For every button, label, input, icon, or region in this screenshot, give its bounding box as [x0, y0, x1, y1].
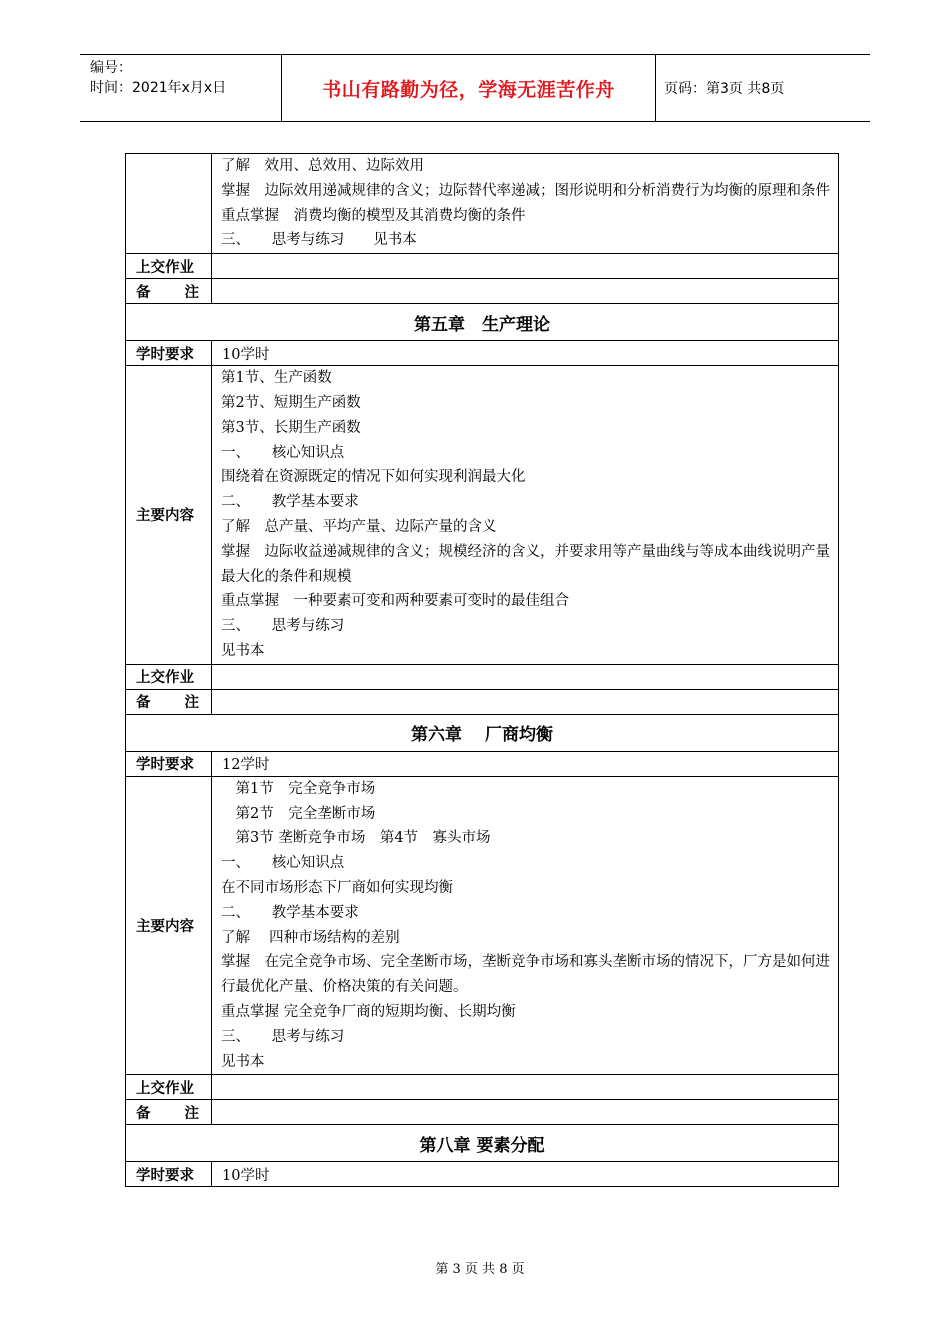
content-line: 见书本	[221, 1053, 265, 1070]
syllabus-table	[125, 153, 839, 1187]
remarks-row	[126, 689, 839, 714]
hours-label: 学时要求	[126, 341, 212, 366]
hours-row	[126, 751, 839, 776]
continued-content-cell	[212, 154, 839, 254]
chapter5-title: 第五章 生产理论	[126, 304, 839, 341]
content-line: 了解 四种市场结构的差别	[221, 929, 400, 946]
remarks-label	[126, 1100, 212, 1125]
content-line: 掌握 边际效用递减规律的含义；边际替代率递减；图形说明和分析消费行为均衡的原理和条件	[221, 182, 830, 199]
content-line: 围绕着在资源既定的情况下如何实现利润最大化	[221, 469, 526, 486]
remarks-label-char: 备	[136, 284, 151, 301]
header-page-code: 页码：第3页 共8页	[664, 81, 785, 97]
homework-row	[126, 664, 839, 689]
content-line: 了解 效用、总效用、边际效用	[221, 158, 424, 174]
content-line: 了解 总产量、平均产量、边际产量的含义	[221, 518, 497, 535]
header-meta	[80, 55, 282, 121]
remarks-label-char: 注	[184, 1105, 199, 1122]
remarks-label-char: 注	[184, 695, 199, 712]
content-line: 第2节 完全垄断市场	[221, 805, 376, 822]
main-content-label: 主要内容	[126, 366, 212, 665]
content-line: 重点掌握 消费均衡的模型及其消费均衡的条件	[221, 207, 526, 224]
main-content-row	[126, 776, 839, 1075]
chapter-title-row	[126, 714, 839, 751]
chapter-title-row	[126, 304, 839, 341]
content-line: 二、 教学基本要求	[221, 494, 359, 511]
main-content-cell	[212, 776, 839, 1075]
remarks-label	[126, 689, 212, 714]
content-line: 三、 思考与练习	[221, 618, 345, 635]
remarks-value	[212, 689, 839, 714]
date-label: 时间：2021年x月x日	[90, 80, 227, 96]
content-line: 一、 核心知识点	[221, 855, 345, 872]
content-line: 二、 教学基本要求	[221, 904, 359, 921]
homework-label: 上交作业	[126, 254, 212, 279]
content-line: 一、 核心知识点	[221, 444, 345, 461]
content-line: 在不同市场形态下厂商如何实现均衡	[221, 879, 453, 896]
content-line: 第3节 垄断竞争市场 第4节 寡头市场	[221, 830, 491, 847]
main-content-row	[126, 366, 839, 665]
continued-content-row	[126, 154, 839, 254]
content-line: 第1节、生产函数	[221, 370, 332, 387]
main-content-label: 主要内容	[126, 776, 212, 1075]
remarks-value	[212, 279, 839, 304]
homework-row	[126, 254, 839, 279]
hours-row	[126, 341, 839, 366]
content-line: 重点掌握 完全竞争厂商的短期均衡、长期均衡	[221, 1003, 516, 1020]
content-line: 三、 思考与练习	[221, 1028, 345, 1045]
page-header	[80, 54, 870, 122]
remarks-row	[126, 279, 839, 304]
homework-value	[212, 664, 839, 689]
content-line: 见书本	[221, 642, 265, 659]
remarks-label	[126, 279, 212, 304]
remarks-label-char: 备	[136, 695, 151, 712]
chapter6-title: 第六章 厂商均衡	[126, 714, 839, 751]
homework-label: 上交作业	[126, 1075, 212, 1100]
hours-label: 学时要求	[126, 1162, 212, 1187]
homework-value	[212, 1075, 839, 1100]
content-line: 第3节、长期生产函数	[221, 419, 361, 436]
homework-row	[126, 1075, 839, 1100]
homework-label: 上交作业	[126, 664, 212, 689]
remarks-label-char: 注	[184, 284, 199, 301]
content-line: 掌握 在完全竞争市场、完全垄断市场，垄断竞争市场和寡头垄断市场的情况下，厂方是如何进行最优化产量、价格决策的有关问题。	[221, 954, 830, 996]
hours-value: 12学时	[212, 751, 839, 776]
hours-row	[126, 1162, 839, 1187]
content-line: 三、 思考与练习 见书本	[221, 232, 417, 249]
content-line: 重点掌握 一种要素可变和两种要素可变时的最佳组合	[221, 593, 569, 610]
remarks-label-char: 备	[136, 1105, 151, 1122]
serial-number-label: 编号：	[90, 60, 132, 76]
hours-value: 10学时	[212, 1162, 839, 1187]
hours-label: 学时要求	[126, 751, 212, 776]
content-line: 掌握 边际收益递减规律的含义；规模经济的含义，并要求用等产量曲线与等成本曲线说明产量最大化的条件和规模	[221, 543, 830, 585]
remarks-value	[212, 1100, 839, 1125]
content-label-cell	[126, 154, 212, 254]
remarks-row	[126, 1100, 839, 1125]
chapter8-title: 第八章 要素分配	[126, 1125, 839, 1162]
homework-value	[212, 254, 839, 279]
content-line: 第1节 完全竞争市场	[221, 780, 376, 797]
content-line: 第2节、短期生产函数	[221, 394, 361, 411]
main-content-cell	[212, 366, 839, 665]
page-footer: 第 3 页 共 8 页	[435, 1262, 525, 1277]
hours-value: 10学时	[212, 341, 839, 366]
chapter-title-row	[126, 1125, 839, 1162]
header-motto: 书山有路勤为径，学海无涯苦作舟	[282, 55, 656, 121]
